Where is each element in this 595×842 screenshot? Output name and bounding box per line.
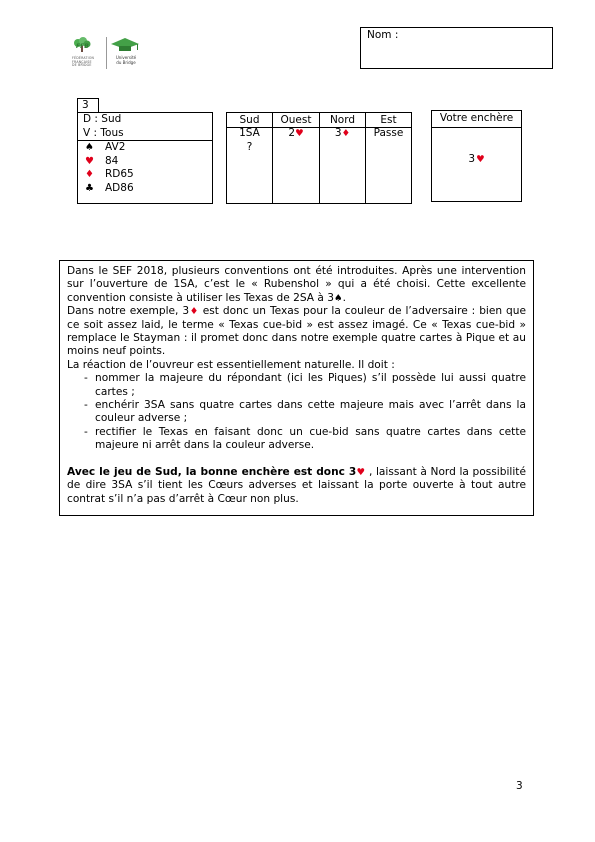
federation-name: FÉDÉRATION FRANÇAISE DE BRIDGE — [72, 56, 95, 68]
spade-icon: ♠ — [85, 142, 94, 153]
bid-header: Nord — [320, 113, 365, 128]
deal-number: 3 — [77, 98, 99, 112]
diamond-icon: ♦ — [189, 306, 199, 318]
heart-icon: ♥ — [356, 467, 366, 479]
hand-row-clubs — [78, 182, 212, 196]
hand-row-diamonds — [78, 168, 212, 182]
answer-header: Votre enchère — [432, 111, 521, 128]
explanation-paragraph: La réaction de l’ouvreur est essentiellement naturelle. Il doit : — [67, 358, 395, 371]
bid-cell: Passe — [373, 127, 404, 139]
hand-row-hearts — [78, 155, 212, 169]
name-field[interactable] — [360, 27, 553, 69]
deal-header — [78, 113, 212, 141]
list-item: - nommer la majeure du répondant (ici les Piques) s’il possède lui aussi quatre cartes ; — [84, 372, 526, 398]
hand-cards: 84 — [105, 154, 119, 167]
conclusion: Avec le jeu de Sud, la bonne enchère est donc 3♥ , laissant à Nord la possibilité de dire 3SA s’il tient les Cœurs adverses et laissant la porte ouverte à tout autre contrat s’il n’a pas d’arrêt à Cœur non plus. — [67, 466, 526, 505]
answer-box — [431, 110, 522, 202]
diamond-icon: ♦ — [85, 169, 94, 180]
bid-header: Est — [366, 113, 411, 128]
bid-cell: ? — [246, 140, 253, 153]
club-icon: ♣ — [85, 182, 94, 194]
dealer: D : Sud — [83, 113, 122, 125]
vulnerability: V : Tous — [83, 126, 124, 139]
hand-row-spades — [78, 141, 212, 155]
bid-cell: 1SA — [239, 127, 260, 139]
answer-bid: 3♥ — [468, 153, 485, 165]
heart-icon: ♥ — [295, 128, 304, 139]
bid-cell: 3♦ — [334, 127, 351, 139]
heart-icon: ♥ — [476, 154, 485, 165]
list-item: - rectifier le Texas en faisant donc un cue-bid sans quatre cartes dans cette majeure ni arrêt dans la couleur adverse. — [84, 425, 526, 452]
page-number: 3 — [516, 780, 523, 792]
bid-column-est — [366, 113, 411, 203]
explanation-paragraph: Dans le SEF 2018, plusieurs conventions ont été introduites. Après une intervention sur l’ouverture de 1SA, c’est le « Rubenshol » qui a été choisi. Cette excellente convention consiste à utiliser les Texas de 2SA à 3♠. — [67, 265, 526, 304]
hand-cards: AD86 — [105, 181, 134, 194]
ffb-mark: FFB — [76, 43, 89, 50]
spade-icon: ♠ — [334, 292, 343, 304]
bid-column-ouest — [273, 113, 320, 203]
university-name: Université du Bridge — [115, 55, 137, 65]
bid-header: Ouest — [273, 113, 319, 128]
hand-cards: AV2 — [105, 141, 126, 153]
bidding-table — [226, 112, 412, 204]
bid-column-sud — [227, 113, 273, 203]
heart-icon: ♥ — [85, 155, 94, 167]
bid-header: Sud — [227, 113, 272, 128]
bid-column-nord — [320, 113, 366, 203]
hand-cards: RD65 — [105, 168, 134, 180]
logo-divider — [106, 37, 107, 69]
explanation-paragraph: Dans notre exemple, 3♦ est donc un Texas pour la couleur de l’adversaire : bien que ce soit assez laid, le terme « Texas cue-bid » est assez imagé. Ce « Texas cue-bid » remplace le Stayman : il promet donc dans notre exemple quatre cartes à Pique et au moins neuf points. — [67, 305, 526, 358]
list-item: - enchérir 3SA sans quatre cartes dans cette majeure mais avec l’arrêt dans la couleur adverse ; — [84, 399, 526, 425]
deal-card — [77, 112, 213, 204]
graduation-cap-icon — [108, 37, 142, 55]
name-label: Nom : — [367, 29, 399, 41]
logo — [72, 37, 142, 70]
explanation-box — [59, 260, 534, 516]
bid-cell: 2♥ — [288, 127, 304, 139]
diamond-icon: ♦ — [341, 128, 351, 139]
